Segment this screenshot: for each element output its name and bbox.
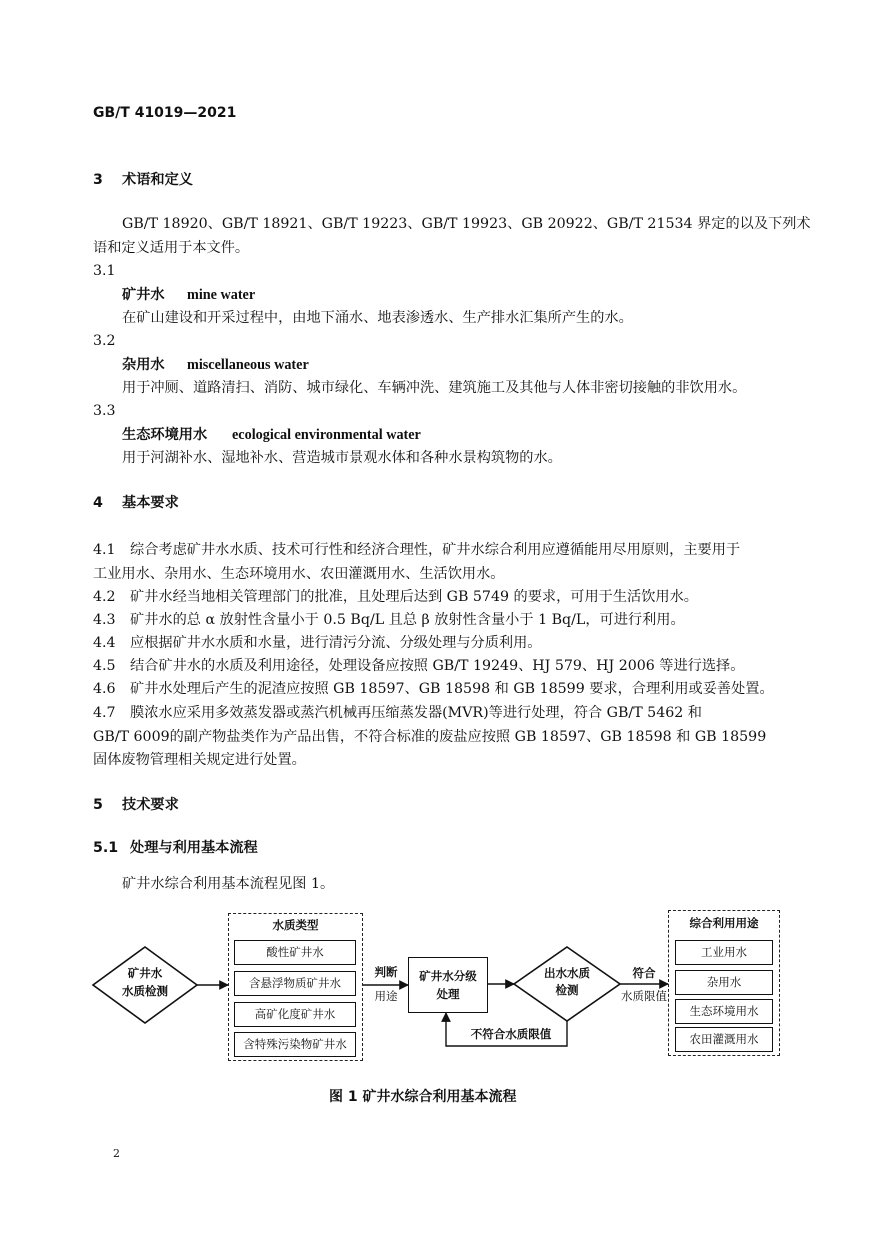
clause-text: 应根据矿井水水质和水量，进行清污分流、分级处理与分质利用。	[130, 635, 542, 651]
process-label-2: 处理	[436, 986, 460, 1001]
section-3-title: 术语和定义	[122, 172, 193, 188]
water-type-box: 含特殊污染物矿井水	[234, 1032, 356, 1057]
section-5-title: 技术要求	[122, 797, 179, 813]
figure-reference: 矿井水综合利用基本流程见图 1。	[122, 876, 335, 892]
term-name-zh: 矿井水	[122, 287, 165, 303]
section-3-number: 3	[93, 172, 103, 188]
pass-label-2: 水质限值	[621, 989, 667, 1003]
clause-text: 综合考虑矿井水水质、技术可行性和经济合理性，矿井水综合利用应遵循能用尽用原则，主要用于	[130, 542, 741, 558]
term-number: 3.3	[93, 403, 116, 419]
uses-title: 综合利用用途	[689, 916, 759, 930]
check-label-1: 出水水质	[544, 966, 590, 980]
check-label-2: 检测	[555, 983, 579, 997]
section-5-number: 5	[93, 797, 103, 813]
clause-text: GB/T 6009的副产物盐类作为产品出售，不符合标准的废盐应按照 GB 18597、GB 18598 和 GB 18599	[93, 729, 767, 745]
section-4-title: 基本要求	[122, 495, 179, 511]
use-box: 农田灌溉用水	[675, 1027, 773, 1052]
clause-number: 4.7	[93, 705, 116, 721]
term-definition: 用于冲厕、道路清扫、消防、城市绿化、车辆冲洗、建筑施工及其他与人体非密切接触的非饮用水。	[122, 380, 747, 396]
subsection-number: 5.1	[93, 840, 119, 856]
subsection-title: 处理与利用基本流程	[130, 840, 258, 856]
section-3-intro: GB/T 18920、GB/T 18921、GB/T 19223、GB/T 19923、GB 20922、GB/T 21534 界定的以及下列术	[122, 216, 811, 232]
grading-process-box	[408, 957, 488, 1013]
clause-number: 4.2	[93, 589, 116, 605]
clause-text: 膜浓水应采用多效蒸发器或蒸汽机械再压缩蒸发器(MVR)等进行处理，符合 GB/T 5462 和	[130, 705, 702, 721]
clause-text: 固体废物管理相关规定进行处置。	[93, 752, 306, 768]
water-type-box: 高矿化度矿井水	[234, 1002, 356, 1027]
water-type-box: 酸性矿井水	[234, 940, 356, 965]
clause-text: 矿井水经当地相关管理部门的批准，且处理后达到 GB 5749 的要求，可用于生活饮用水。	[130, 589, 698, 605]
term-number: 3.1	[93, 263, 116, 279]
term-name-en: miscellaneous water	[187, 357, 309, 373]
start-label-1: 矿井水	[127, 966, 163, 980]
start-label-2: 水质检测	[122, 984, 168, 998]
section-3-intro-cont: 语和定义适用于本文件。	[93, 240, 250, 256]
pass-label-1: 符合	[632, 966, 656, 980]
use-box: 杂用水	[675, 970, 773, 995]
water-type-box: 含悬浮物质矿井水	[234, 971, 356, 996]
use-box: 生态环境用水	[675, 999, 773, 1024]
term-name-zh: 杂用水	[122, 357, 165, 373]
figure-caption: 图 1 矿井水综合利用基本流程	[329, 1089, 517, 1105]
clause-number: 4.3	[93, 612, 116, 628]
fail-label: 不符合水质限值	[470, 1027, 552, 1041]
clause-number: 4.1	[93, 542, 116, 558]
page-number: 2	[113, 1147, 120, 1160]
judge-label-1: 判断	[374, 965, 398, 979]
clause-text: 工业用水、杂用水、生态环境用水、农田灌溉用水、生活饮用水。	[93, 566, 505, 582]
clause-number: 4.4	[93, 635, 116, 651]
term-name-en: mine water	[187, 287, 256, 303]
clause-text: 结合矿井水的水质及利用途径，处理设备应按照 GB/T 19249、HJ 579、HJ 2006 等进行选择。	[130, 658, 745, 674]
clause-text: 矿井水处理后产生的泥渣应按照 GB 18597、GB 18598 和 GB 18599 要求，合理利用或妥善处置。	[130, 681, 774, 697]
judge-label-2: 用途	[374, 989, 398, 1003]
use-box: 工业用水	[675, 940, 773, 965]
process-label-1: 矿井水分级	[419, 968, 477, 983]
standard-number: GB/T 41019—2021	[93, 105, 237, 121]
term-number: 3.2	[93, 333, 116, 349]
term-name-en: ecological environmental water	[232, 427, 421, 443]
clause-number: 4.6	[93, 681, 116, 697]
clause-number: 4.5	[93, 658, 116, 674]
term-definition: 用于河湖补水、湿地补水、营造城市景观水体和各种水景构筑物的水。	[122, 450, 562, 466]
section-4-number: 4	[93, 495, 103, 511]
term-name-zh: 生态环境用水	[122, 427, 208, 443]
term-definition: 在矿山建设和开采过程中，由地下涌水、地表渗透水、生产排水汇集所产生的水。	[122, 310, 633, 326]
water-types-title: 水质类型	[272, 918, 319, 932]
clause-text: 矿井水的总 α 放射性含量小于 0.5 Bq/L 且总 β 放射性含量小于 1 Bq/L，可进行利用。	[130, 612, 685, 628]
